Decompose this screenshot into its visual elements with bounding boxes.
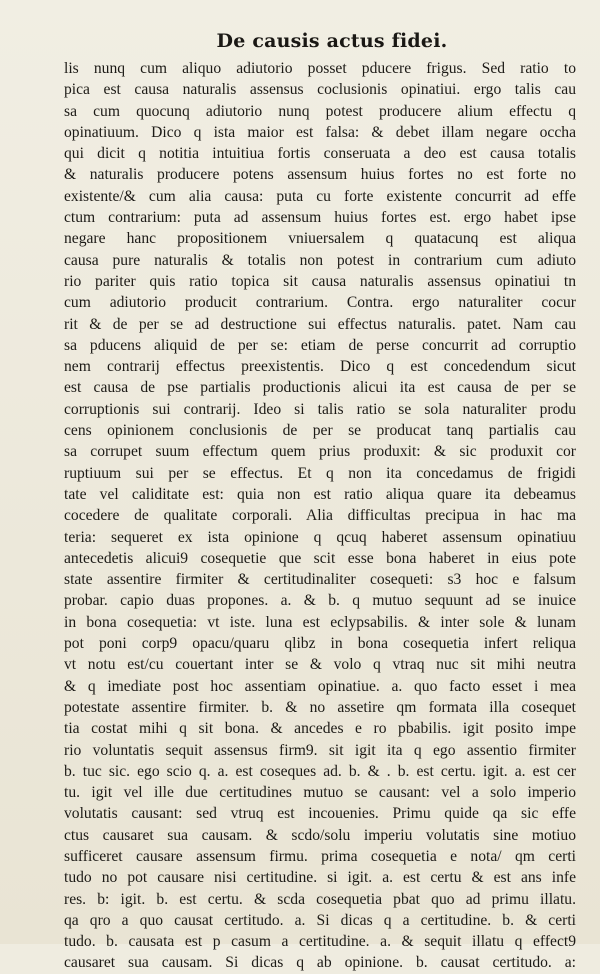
- text-line: rio voluntatis sequit assensus firm9. sit igit ita q ego assentio firmiter: [64, 741, 576, 759]
- text-line: teria: sequeret ex ista opinione q qcuq haberet assensum opinatiuu: [64, 528, 576, 546]
- text-line: potestate assentire firmiter. b. & no assetire qm formata illa cosequet: [64, 698, 576, 716]
- text-line: qa qro a quo causat certitudo. a. Si dicas q a certitudine. b. & certi: [64, 911, 576, 929]
- text-line: cens opinionem conclusionis de per se producat tanq partialis cau: [64, 422, 576, 440]
- text-line: antecedetis alicui9 cosequetie que scit esse bona haberet in eius pote: [64, 549, 576, 567]
- text-line: tudo. b. causata est p casum a certitudine. a. & sequit illatu q effect9: [64, 933, 576, 951]
- text-line: ruptiuum sui per se effectus. Et q non ita concedamus de frigidi: [64, 464, 576, 482]
- text-line: pot poni corp9 opacu/quaru qlibz in bona cosequetia infert reliqua: [64, 635, 576, 653]
- text-line: rio pariter quis ratio topica sit causa naturalis assensus opinatiui tn: [64, 272, 576, 290]
- text-line: negare hanc propositionem vniuersalem q quatacunq est aliqua: [64, 230, 576, 248]
- text-line: vt notu est/cu couertant inter se & volo q vtraq nuc sit mihi neutra: [64, 656, 576, 674]
- text-line: est causa de pse partialis productionis alicui ita est causa de per se: [64, 379, 576, 397]
- text-line: tate vel caliditate est: quia non est ratio aliqua quare ita debeamus: [64, 485, 576, 503]
- text-line: probar. capio duas propones. a. & b. q mutuo sequunt ad se inuice: [64, 592, 576, 610]
- text-line: opinatiuum. Dico q ista maior est falsa: & debet illam negare occha: [64, 123, 576, 141]
- body-text: [64, 58, 576, 974]
- text-line: tu. igit vel ille due certitudines mutuo se causant: vel a solo imperio: [64, 784, 576, 802]
- text-line: ctus causaret sua causam. & scdo/solu imperiu volutatis sine motiuo: [64, 826, 576, 844]
- text-line: res. b: igit. b. est certu. & scda cosequetia pbat quo ad primu illatu.: [64, 890, 576, 908]
- text-line: volutatis causant: sed vtruq est incouenies. Primu quide qa sic effe: [64, 805, 576, 823]
- text-line: sa pducens aliquid de per se: etiam de perse concurrit ad corruptio: [64, 336, 576, 354]
- text-line: causaret sua causam. Si dicas q ab opinione. b. causat certitudo. a:: [64, 954, 576, 972]
- text-line: state assentire firmiter & certitudinaliter cosequeti: s3 hoc e falsum: [64, 571, 576, 589]
- text-line: rit & de per se ad destructione sui effectus naturalis. patet. Nam cau: [64, 315, 576, 333]
- text-line: ctum contrarium: puta ad assensum huius fortes est. ergo habet ipse: [64, 209, 576, 227]
- text-line: tudo no pot causare nisi certitudine. si igit. a. est certu & est ans infe: [64, 869, 576, 887]
- text-line: & q imediate post hoc assentiam opinatiue. a. quo facto esset i mea: [64, 677, 576, 695]
- text-line: tia costat mihi q sit bona. & ancedes e ro pbabilis. igit posito impe: [64, 720, 576, 738]
- text-line: causa pure naturalis & totalis non potest in contrarium cum adiuto: [64, 251, 576, 269]
- text-line: cocedere de qualitate corporali. Alia difficultas precipua in hac ma: [64, 507, 576, 525]
- text-line: sa cum quocunq adiutorio nunq potest producere alium effectu q: [64, 102, 576, 120]
- text-line: b. tuc sic. ego scio q. a. est coseques ad. b. & . b. est certu. igit. a. est cer: [64, 762, 576, 780]
- text-line: in bona cosequetia: vt iste. luna est eclypsabilis. & inter sole & lunam: [64, 613, 576, 631]
- text-line: sufficeret causare assensum firmu. prima cosequetia e nota/ qm certi: [64, 847, 576, 865]
- text-line: cum adiutorio producit contrarium. Contra. ergo naturaliter cocur: [64, 294, 576, 312]
- text-line: corruptionis sui contrarij. Ideo si talis ratio se sola naturaliter produ: [64, 400, 576, 418]
- text-line: sa corrupet suum effectum quem prius produxit: & sic produxit cor: [64, 443, 576, 461]
- page-heading: De causis actus fidei.: [216, 30, 448, 52]
- text-line: & naturalis producere potens assensum huius fortes no est forte no: [64, 166, 576, 184]
- text-line: lis nunq cum aliquo adiutorio posset pducere frigus. Sed ratio to: [64, 60, 576, 77]
- text-line: pica est causa naturalis assensus coclusionis opinatiui. ergo talis cau: [64, 81, 576, 99]
- text-line: qui dicit q notitia intuitiua fortis conseruata a deo est causa totalis: [64, 145, 576, 163]
- text-line: nem contrarij effectus preexistentis. Dico q est concedendum sicut: [64, 358, 576, 376]
- text-line: existente/& cum alia causa: puta cu forte existente concurrit ad effe: [64, 187, 576, 205]
